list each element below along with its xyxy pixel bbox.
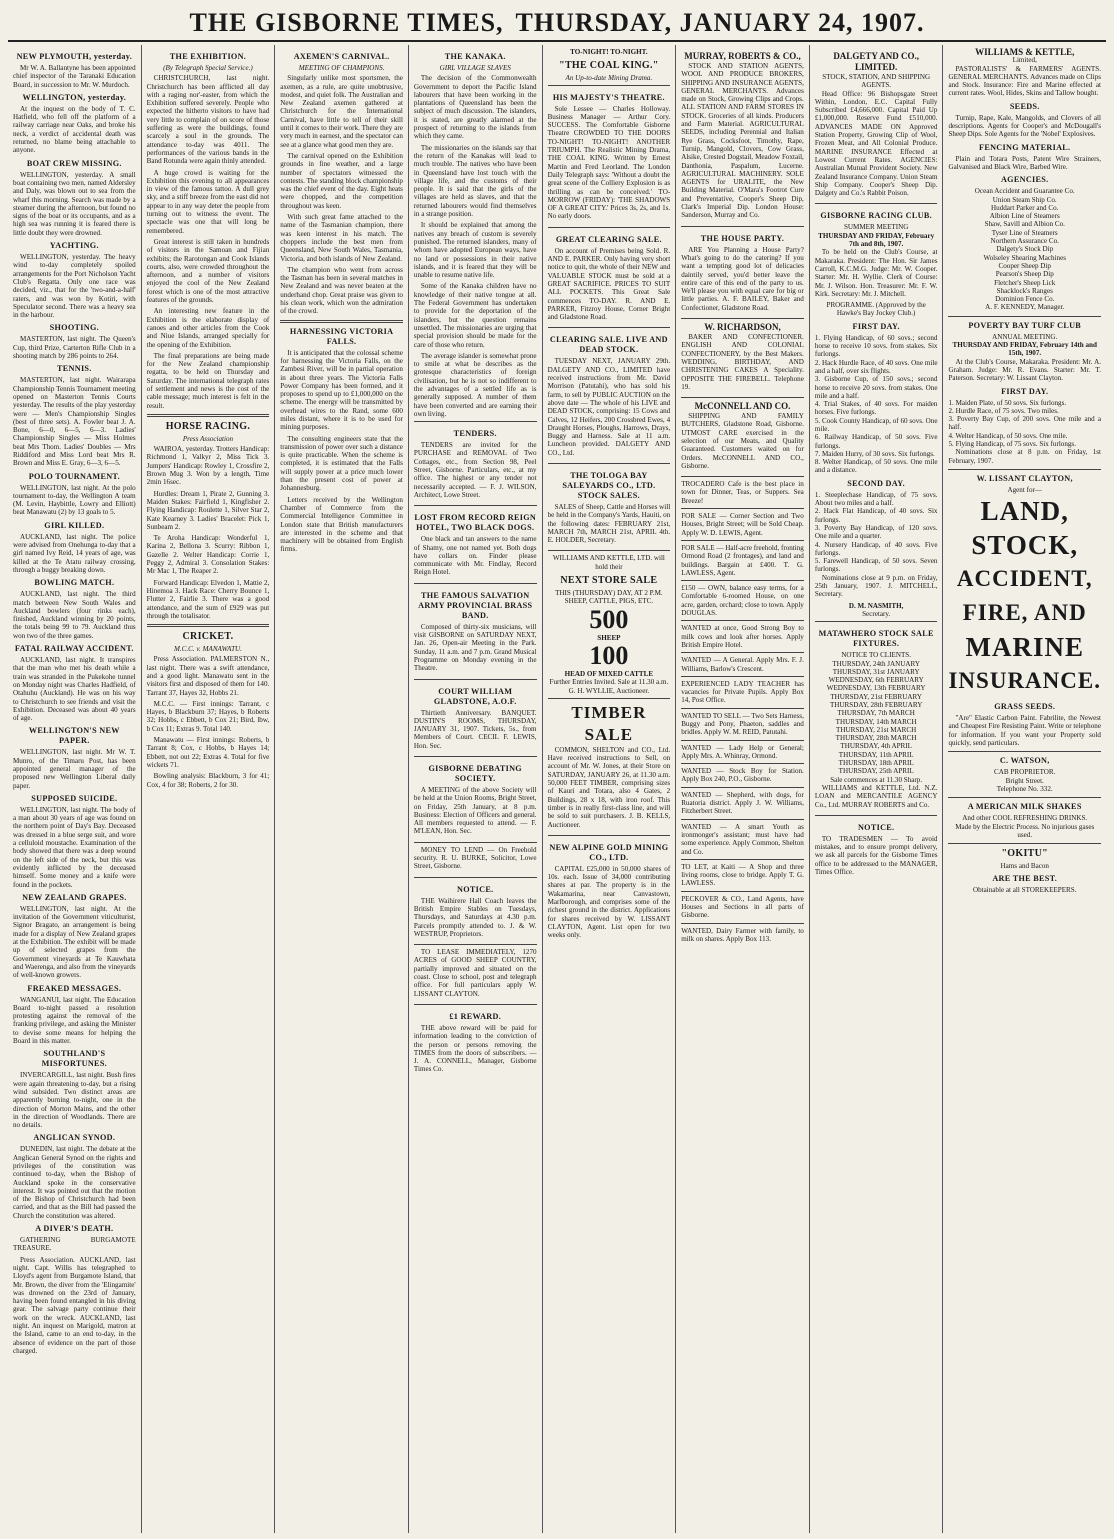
agency-item: Union Steam Ship Co. [992,195,1057,204]
show-top: TO-NIGHT! TO-NIGHT. [570,48,648,56]
race-item: 3. Poverty Bay Cup, of 200 sovs. One mile and a half. [948,415,1101,432]
matawhero-heading: MATAWHERO STOCK SALE FIXTURES. [818,629,934,649]
race-item: 2. Hurdle Race, of 75 sovs. Two miles. [948,406,1059,415]
agency-item: Dalgety's Stock Dip [996,245,1054,254]
paper-title: THE GISBORNE TIMES, [189,8,504,37]
cricket-sub: M.C.C. v. MANAWATU. [173,645,242,654]
agency-item: Pearson's Sheep Dip [995,270,1054,279]
sale-date: THURSDAY, 24th JANUARY [832,659,921,668]
harness-para: Letters received by the Wellington Chamber of Commerce from the Commercial Intelligence Committee in London state that British manufacturers are interested in the scheme and that machinery will be obtained from English firms. [280,495,403,554]
sale-date: THURSDAY, 21st FEBRUARY [830,692,922,701]
news-paragraph: GATHERING BURGAMOTE TREASURE. [13,1236,136,1253]
shake-sub: And other COOL REFRESHING DRINKS. [962,814,1088,823]
sale-agents: WILLIAMS and KETTLE, Ltd. N.Z. LOAN and MERCANTILE AGENCY Co., Ltd. MURRAY ROBERTS and Co. [814,783,938,809]
reward-text: THE above reward will be paid for information leading to the conviction of the person or persons removing the TIMES from the doors of subscribers. — J. A. CONNELL, Manager, Gisborne Times Co. [413,1023,537,1074]
racing-para: Forward Handicap: Elvedon 1, Mattie 2, Hinemoa 3. Hack Race: Cherry Bounce 1, Flutter 2, Fairlie 3. There was a good attendance, and the sum of £929 was put through the totalisator. [146,578,270,620]
small-ad: WANTED — A smart Youth as ironmonger's assistant; must have had some experience. Apply Common, Shelton and Co. [681,819,804,859]
sale-date: WEDNESDAY, 6th FEBRUARY [828,676,924,685]
debating-text: A MEETING of the above Society will be held at the Union Rooms, Bright Street, on Friday, 25th January, at 8 p.m. Business: Election of Officers and general. All members requested to attend. — F. M'LEAN, Hon. Sec. [413,786,537,836]
matawhero-ad [815,621,938,815]
small-ad: WANTED at once, Good Strong Boy to milk cows and look after horses. Apply British Empire Hotel. [681,620,804,652]
race-item: 3. Gisborne Cup, of 150 sovs.; second horse to receive 20 sovs. from stakes. One mile and a half. [814,375,938,400]
reward-ad [414,1004,537,1080]
race-item: 4. Welter Handicap, of 50 sovs. One mile. [948,431,1068,440]
news-paragraph: Press Association. AUCKLAND, last night. Capt. Willis has telegraphed to Lloyd's agent from Burgamote Island, that Mr. Brown, the diver from the 'Elingamite' was drowned on the 23rd of January, having been found entangled in his diving gear. The salvage party continue their work on the wreck. AUCKLAND, last night. An inquest on Marigold, matron at the Island, came to an end to-day, in the absence of evidence on the part of those charged. [13,1255,136,1355]
racing-para: Te Aroha Handicap: Wonderful 1, Karina 2, Bellona 3. Scurry: Ribbon 1, Gazelle 2. Welter Handicap: Corrie 1, Peggy 2, Admiral 3. Consolation Stakes: Mr Mac 1, The Reaper 2. [146,534,270,576]
cricket-para: Manawatu — First innings: Roberts, b Tarrant 8; Cox, c Hobbs, b Hayes 14; Ebbett, not out 22; Extras 4. Total for five wickets 71. [146,736,270,769]
divider [948,751,1101,752]
agency-item: Albion Line of Steamers [989,212,1060,221]
racing-heading: HORSE RACING. [165,420,251,432]
timber-heading: TIMBER SALE [571,702,647,744]
carnival-heading: AXEMEN'S CARNIVAL. [293,52,390,61]
salvation-ad [414,583,537,679]
divider [948,797,1101,798]
race-item: 4. Trial Stakes, of 40 sovs. For maiden horses. Five furlongs. [814,400,938,417]
news-paragraph: AUCKLAND, last night. It transpires that the man who met his death while a train was stranded in the Pukekohe tunnel on Monday night was Charles Hadfield, of Otahuhu (Auckland). He was on his way to Christchurch to see friends and visit the Exhibition. Deceased was about 40 years of age. [13,656,136,723]
clayton-name: W. LISSANT CLAYTON, [976,473,1073,483]
mining-heading: NEW ALPINE GOLD MINING CO., LTD. [549,842,669,862]
notice-heading: NOTICE. [457,884,494,894]
lease-ad [414,944,537,1004]
court-text: Thirtieth Anniversary. BANQUET. DUSTIN'S ROOMS, THURSDAY, JANUARY 31, 1907. Tickets, 5s., from Members of Court. CECIL F. LEWIS, Hon. Sec. [413,708,537,750]
agency-item: Tyser Line of Steamers [991,228,1058,237]
mcconnell-text: SHIPPING AND FAMILY BUTCHERS, Gladstone Road, Gisborne. UTMOST CARE exercised in the selection of our Meats, and Quality Guaranteed. Customers waited on for Orders. McCONNELL AND CO., Gisborne. [681,412,804,470]
news-paragraph: MASTERTON, last night. Wairarapa Championship Tennis Tournament meeting opened on Masterton Tennis Courts yesterday. The results of the play yesterday were — Men's Championship Singles (best of three sets). A. Fowler beat J. A. Bone, 6—0, 6—5, 6—3. Ladies' Championship Singles — Miss Holmes beat Mrs Thom. Ladies' Doubles — Mrs Riddiford and Miss Lord beat Mrs R. Brown and Miss E. Gray, 6—3, 6—5. [13,376,136,468]
store-sale-ad [548,550,671,697]
news-heading: WELLINGTON'S NEW PAPER. [28,726,120,746]
salvation-text: Composed of thirty-six musicians, will visit GISBORNE on SATURDAY NEXT, Jan. 26, Open-air Meeting in the Park. Sunday, 11 a.m. and 7 p.m. Grand Musical Programme on Monday evening in the Theatre. [413,622,537,673]
news-paragraph: Mr W. A. Ballantyne has been appointed chief inspector of the Taranaki Education Board, in succession to Mr. W. Murdoch. [13,64,136,89]
clearing-ad [548,227,671,328]
exhibition-para: A huge crowd is waiting for the Exhibition this evening to all appearances in view of the famous tattoo. A dull grey sky, and a stiff breeze from the east did not appear to in any way deter the people from turning out to witness the event. The spectacle was one that will long be remembered. [146,168,270,235]
lost-ad [414,505,537,582]
richardson-ad [681,318,804,397]
news-heading: NEW ZEALAND GRAPES. [22,892,127,902]
salvation-heading: THE FAMOUS SALVATION ARMY PROVINCIAL BRASS BAND. [418,590,533,620]
tenders-text: TENDERS are invited for the PURCHASE and REMOVAL of Two Cottages, etc., from Section 98, Peel Street, Gisborne. Particulars, etc., at my office. The highest or any tender not necessarily accepted. — F. J. WILSON, Architect, Lowe Street. [413,441,537,499]
lease-text: TO LEASE IMMEDIATELY, 1270 ACRES of GOOD SHEEP COUNTRY, partially improved and situated on the coast. Close to school, post and telegraph office. For full particulars apply W. LISSANT CLAYTON. [413,948,537,998]
pb-firstday: FIRST DAY. [1001,386,1049,396]
sale-date: THURSDAY, 18th APRIL [838,759,914,768]
wk-ltd: Limited, [1012,56,1037,65]
column-3 [275,45,409,1533]
notice2-heading: NOTICE. [857,822,895,832]
agency-item: Shaw, Savill and Albion Co. [984,220,1065,229]
kanaka-para: The decision of the Commonwealth Government to deport the Pacific Island labourers that have been working in the plantations of Queensland has been the subject of much discussion. The islanders, it is stated, are greatly alarmed at the prospect of returning to the islands from which they came. [413,74,537,141]
sale-date: WEDNESDAY, 13th FEBRUARY [826,684,926,693]
sale-date: THURSDAY, 31st JANUARY [832,667,920,676]
news-heading: GIRL KILLED. [44,520,105,530]
seeds-heading: SEEDS. [1009,101,1040,111]
column-2 [142,45,276,1533]
clearing-heading: GREAT CLEARING SALE. [555,234,662,244]
news-paragraph: WELLINGTON, yesterday. A small boat containing two men, named Aldersley and Daly, was blown out to sea from the wharf this morning. Search was made by a steamer during the afternoon, but found no signs of the boat or its occupants, and as a high sea was running it is feared there is little doubt they were drowned. [13,170,136,237]
divider [147,414,270,417]
news-paragraph: WELLINGTON, last night. At the polo tournament to-day, the Wellington A team (M. Levin, Haybittle, Lowry and Elliott) beat Manawatu (2) by 13 goals to 5. [13,483,136,517]
news-heading: SOUTHLAND'S MISFORTUNES. [41,1049,108,1069]
grass-heading: GRASS SEEDS. [994,702,1056,712]
murray-ad [681,48,804,226]
small-ads [681,476,804,946]
small-ad: WANTED — Stock Boy for Station. Apply Box 240, P.O., Gisborne. [681,763,804,787]
exhibition-para: The final preparations are being made for the New Zealand championship regatta, to be held on Thursday and Saturday. The international telegraph rates of settlement and news is the cost of the cable message; much interest is felt in the result. [146,351,270,410]
further-text: Further Entries Invited. Sale at 11.30 a.m. G. H. WYLLIE, Auctioneer. [549,678,669,695]
racing-sub: Press Association [182,434,234,443]
okitu-sub: Hams and Bacon [1000,862,1049,871]
small-ad: WANTED TO SELL — Two Sets Harness, Buggy and Pony, Phaeton, saddles and bridles. Apply W. M. REID, Patutahi. [681,708,804,740]
murray-text: STOCK AND STATION AGENTS, WOOL AND PRODUCE BROKERS, SHIPPING AND INSURANCE AGENTS, GENERAL MERCHANTS. Advances made on Stock, Growing Clips and Crops. ALL STATION AND FARM STORES IN STOCK. Groceries of all kinds. Producers and Farm Material. AGRICULTURAL SEEDS, including Perennial and Italian Rye Grass, Cocksfoot, Timothy, Rape, Turnip, Mangold, Clovers, Cow Grass, Alsike, Crested Dogstail, Meadow Foxtail, Danthonia, Paspalum, Lucerne. AGRICULTURAL MACHINERY. SOLE AGENTS for URALITE, the New Building Material. O'Mara's Footrot Cure and Preventative, Cooper's Sheep Dip, Clark's Imperial Dip. London House: Sanderson, Murray and Co. [681,62,804,220]
dalgety-ad [815,48,938,203]
race-list [815,334,938,475]
exhibition-para: CHRISTCHURCH, last night. Christchurch has been afflicted all day with a raging nor'-easter, from which the Exhibition suffered severely. People who expected the hitherto visitors to have had very little to complain of on score of those suffering as were the buildings, found scarcely a soul in the grounds. The attendance to-day was 4011. The performances of the various bands in the Band Rotunda were again thinly attended. [146,74,270,166]
okitu-best: ARE THE BEST. [992,874,1058,884]
masthead [8,6,1106,42]
small-ad: FOR SALE — Half-acre freehold, fronting Ormond Road (2 frontages), and land and buildings. Bargain at £400. T. G. LAWLESS, Agent. [681,540,804,580]
kanaka-para: It should be explained that among the natives any breach of custom is severely punished. The returned islanders, many of whom have adopted European ways, have no land or possessions in their native islands, and it is feared that they will be unable to resume native life. [413,221,537,280]
pb-text: At the Club's Course, Makaraka. President: Mr. A. Graham. Judge: Mr. R. Evans. Starter: Mr. T. Paterson. Secretary: W. Lissant Clayton. [948,357,1101,383]
news-paragraph: AUCKLAND, last night. The police were advised from Onehunga to-day that a girl named Ivy Reid, 14 years of age, was killed at the Te Atatu railway crossing, through a buggy breaking down. [13,532,136,574]
big-insurance: INSURANCE. [948,668,1101,694]
race-item: 1. Steeplechase Handicap, of 75 sovs. About two miles and a half. [814,490,938,508]
shake-text: Made by the Electric Process. No injurious gases used. [955,822,1095,839]
agency-item: Dominion Fence Co. [995,295,1055,304]
news-heading: WELLINGTON, yesterday. [22,92,127,102]
tolaga-text: SALES of Sheep, Cattle and Horses will be held in the Company's Yards, Hauiti, on the following dates: FEBRUARY 21st, MARCH 7th, MARCH 21st, APRIL 4th. E. HOLDER, Secretary. [547,502,671,545]
divider [280,320,403,323]
smith-sub: Secretary. [862,609,891,618]
sale-date: THURSDAY, 21st MARCH [836,725,917,734]
murray-name: MURRAY, ROBERTS & CO., [684,51,801,61]
kanaka-para: The average islander is somewhat prone to smile at what he describes as the grotesque characteristics of foreign civilisation, but he is not so indifferent to the advantages of a settled life as is generally supposed. A number of them have been converted and are earning their own living. [413,351,537,418]
cattle-count: 100 [589,640,629,670]
grass-text: "Are" Elastic Carbon Paint. Fabrilite, the Newest and Cheapest Fire Resisting Paint. Write or telephone for information. If you want your Property sold quickly, send particulars. [948,714,1101,748]
theatre-text: Sole Lessee — Charles Holloway. Business Manager — Arthur Cory. SUCCESS. The Comfortable Gisborne Theatre CROWDED TO THE DOORS TO-NIGHT! TO-NIGHT! ANOTHER TRIUMPH. The Realistic Mining Drama, THE COAL KING. Written by Ernest Martin and Fred Leorland. The London Daily Telegraph says: 'Without a doubt the great scene of the Colliery Explosion is as thrilling as can be conceived.' TO-MORROW (FRIDAY): 'THE SHADOWS OF A GREAT CITY.' Prices 3s, 2s, and 1s. No early doors. [547,104,671,221]
racing-para: Hurdles: Dream 1, Pirate 2, Gunning 3. Maiden Stakes: Fairfield 1, Kingfisher 2. Flying Handicap: Roulette 1, Silver Star 2, Kate Kearney 3. Ladies' Bracelet: Pick 1, Sunbeam 2. [146,489,270,531]
news-paragraph: WELLINGTON, last night. The body of a man about 30 years of age was found on the northern point of Day's Bay. Deceased was dressed in a blue serge suit, and wore a celluloid moustache. Examination of the body showed that there was a deep wound on the left side of the neck, but this was evidently inflicted by the deceased himself. Some money and a knife were found in the pockets. [13,805,136,889]
race-item: 2. Hack Flat Handicap, of 40 sovs. Six furlongs. [814,507,938,524]
fencing-heading: FENCING MATERIAL. [979,142,1071,152]
debating-heading: GISBORNE DEBATING SOCIETY. [428,764,522,783]
harness-para: It is anticipated that the colossal scheme for harnessing the Victoria Falls, on the Zambesi River, will be in partial operation in about three years. The Victoria Falls Power Company has been formed, and it proposes to spend up to £1,000,000 on the scheme. The energy will be transmitted by overhead wires to the Rand, some 600 miles distant, where it is to be used for mining purposes. [280,348,403,432]
news-heading: SHOOTING. [49,323,99,333]
small-ad: EXPERIENCED LADY TEACHER has vacancies for Private Pupils. Apply Box 14, Post Office. [681,676,804,708]
column-4 [409,45,543,1533]
small-ad: FOR SALE — Corner Section and Two Houses, Bright Street; will be Sold Cheap. Apply W. D. LEWIS, Agent. [681,508,804,540]
lost-text: One black and tan answers to the name of Shamy, one not named yet. Both dogs have collars on. Finder please communicate with Mr. Findlay, Record Reign Hotel. [413,535,537,577]
house-text: ARE You Planning a House Party? What's going to do the catering? If you want a tempting good lot of delicacies daintily served, you'd better leave the entire care of this end of the party to us. We'll please you with equal care for big or little parties. A. F. BAILEY, Baker and Confectioner, Gladstone Road. [681,245,804,312]
lost-heading: LOST FROM RECORD REIGN HOTEL, TWO BLACK DOGS. [414,513,537,533]
exhibition-heading: THE EXHIBITION. [169,52,247,61]
sale-ad [548,327,671,463]
kanaka-para: Some of the Kanaka children have no knowledge of their native tongue at all. The Federal Government has undertaken to provide for the deportation of the islanders, but the question remains unsettled. The missionaries are urging that special provision should be made for the care of those who return. [413,282,537,349]
house-heading: THE HOUSE PARTY. [700,233,785,243]
news-heading: ANGLICAN SYNOD. [33,1133,116,1143]
news-heading: POLO TOURNAMENT. [28,471,120,481]
big-stock: STOCK, [971,530,1079,561]
dalgety-sub: STOCK, STATION, AND SHIPPING AGENTS. [822,73,931,90]
carnival-para: With such great fame attached to the name of the Tasmanian champion, there was keen interest in his match. The choppers include the best men from Queensland, New South Wales, Tasmania, Victoria, and both islands of New Zealand. [280,213,403,263]
cricket-para: Bowling analysis: Blackburn, 3 for 41; Cox, 4 for 38; Roberts, 2 for 30. [146,772,270,789]
mcconnell-ad [681,397,804,476]
second-day: SECOND DAY. [847,478,906,488]
small-ad: TO LET, at Kaiti — A Shop and three living rooms, close to bridge. Apply T. G. LAWLESS. [681,859,804,891]
harness-heading: HARNESSING VICTORIA FALLS. [289,326,394,346]
agency-item: Ocean Accident and Guarantee Co. [974,187,1075,196]
wk-line: WILLIAMS AND KETTLE, LTD. will hold their [552,554,665,571]
carnival-para: The carnival opened on the Exhibition grounds in fine weather, and a large number of spectators witnessed the contests. The standing block championship was the chief event of the day. Eight heats were chopped, and the competition throughout was keen. [280,151,403,210]
smith-name: D. M. NASMITH, [848,601,904,610]
small-ad: TROCADERO Cafe is the best place in town for Dinner, Teas, or Suppers. Sea Breeze! [681,476,804,508]
race-item: 5. Flying Handicap, of 75 sovs. Six furlongs. [948,439,1076,448]
racing-club-text: To be held on the Club's Course, at Makaraka. President: The Hon. Sir James Carroll, K.C.M.G. Judge: Mr. W. Cooper. Starter: Mr. H. Wyllie. Clerk of Course: Mr. J. Wilson. Hon. Treasurer: Mr. F. W. Kirk. Secretary: Mr. J. Mitchell. [814,248,938,298]
racing-club-sub: SUMMER MEETING [843,223,909,232]
shake-heading: A MERICAN MILK SHAKES [967,802,1082,812]
dalgety-text: Head Office: 96 Bishopsgate Street Within, London, E.C. Capital Fully Subscribed £4,666,000. Capital Paid Up £1,000,000. Reserve Fund £510,000. ADVANCES MADE ON Approved Station Property, Growing Clip of Wool, Frozen Meat, and All Colonial Produce. MARINE INSURANCE Effected at Lowest Current Rates. AGENCIES: Australian Mutual Provident Society. New Zealand Insurance Company. Union Steam Ship Company. Cooper's Sheep Dip. Dalgety and Co.'s Rabbit Poison. [814,89,938,198]
sale-date: THURSDAY, 28th FEBRUARY [829,701,923,709]
race-item: 6. Railway Handicap, of 50 sovs. Five furlongs. [814,433,938,450]
divider [948,316,1101,317]
race-item: 5. Farewell Handicap, of 50 sovs. Seven furlongs. [814,557,938,574]
race-item: 5. Cook County Handicap, of 60 sovs. One mile. [814,416,938,433]
sale-date: THURSDAY, 28th MARCH [835,734,917,743]
seeds-text: Turnip, Rape, Kale, Mangolds, and Clovers of all descriptions. Agents for Cooper's and McDougall's Sheep Dips. Sole Agents for the 'Nobel' Explosives. [948,113,1101,139]
sale-date: THURSDAY, 11th APRIL [838,750,914,759]
race-item: 1. Maiden Plate, of 50 sovs. Six furlongs. [948,398,1067,407]
race-item: 8. Welter Handicap, of 50 sovs. One mile and a distance. [814,458,938,475]
agency-item: Wolseley Shearing Machines [983,253,1067,262]
dalgety-name: DALGETY AND CO., LIMITED. [833,51,919,72]
news-heading: TENNIS. [57,364,92,374]
notice2-ad [815,815,938,882]
agencies-heading: AGENCIES. [1000,175,1049,185]
programme: PROGRAMME. (Approved by the Hawke's Bay Jockey Club.) [826,301,926,318]
carnival-para: The champion who went from across the Tasman has been in several matches in New Zealand and was never beaten at the underhand chop. Great praise was given to his clean work, which won the admiration of the crowd. [280,265,403,316]
race-list [815,491,938,574]
okitu-heading: "OKITU" [1001,848,1048,860]
mcconnell-name: McCONNELL AND CO. [694,401,791,412]
sheep-label: SHEEP [597,633,621,642]
news-paragraph: WELLINGTON, last night. At the invitation of the Government viticulturist, Signor Bragato, an arrangement is being made for a display of New Zealand grapes at the Exhibition. The exhibit will be made up of selected grapes from the Government vineyards at Te Kauwhata and Waerenga, and also from the vineyards of well-known growers. [13,904,136,980]
sheep-count: 500 [589,604,629,634]
news-paragraph: DUNEDIN, last night. The debate at the Anglican General Synod on the rights and privileges of the constitution was continued to-day, when the Bishop of Auckland spoke in the conservative interest. It was pointed out that the motion of the Bishop of Christchurch had been carried, and that as the Bill had passed the Church the constitution was altered. [13,1145,136,1220]
big-fire: FIRE, AND [962,600,1087,626]
divider [147,624,270,627]
news-heading: SUPPOSED SUICIDE. [31,793,118,803]
news-paragraph: AUCKLAND, last night. The third match between New South Wales and Auckland bowlers (four rinks each), finished, Auckland winning by 20 points, the totals being 99 to 79. Auckland thus won two of the three games. [13,590,136,640]
first-day: FIRST DAY. [852,321,900,331]
agency-item: Northern Assurance Co. [990,237,1059,246]
notice-text: THE Waihirere Hall Coach leaves the British Empire Stables on Tuesdays, Thursdays, and Saturdays at 4.30 p.m. Parcels promptly attended to. J. & W. WESTRUP, Proprietors. [413,896,537,938]
okitu-store: Obtainable at all STOREKEEPERS. [972,886,1077,895]
small-ad: £150 — OWN, balance easy terms, for a Comfortable 6-roomed House, on one acre, garden, orchard; close to town. Apply DOUGLAS. [681,580,804,620]
news-paragraph: WELLINGTON, yesterday. The heavy wind to-day completely spoiled arrangements for the Port Nicholson Yacht Club's Regatta. Only one race was decided, viz., that for the 'two-and-a-half' raters, and was won by Kotiri, with Speculator second. There was a heavy sea in the harbour. [13,253,136,320]
kanaka-sub: GIRL VILLAGE SLAVES [439,64,511,72]
small-ad: WANTED, Dairy Farmer with family, to milk on shares. Apply Box 113. [681,923,804,947]
agency-item: Cooper Sheep Dip [998,261,1051,270]
news-paragraph: At the inquest on the body of T. C. Hatfield, who fell off the platform of a railway carriage near Oaks, and broke his neck, a verdict of accidental death was returned, no blame being attachable to anyone. [13,104,136,155]
racing-club-heading: GISBORNE RACING CLUB. [820,211,932,221]
notice2-text: TO TRADESMEN — To avoid mistakes, and to ensure prompt delivery, we ask all parcels for the Gisborne Times office to be addressed to the MANAGER, Times Office. [814,834,938,877]
fencing-text: Plain and Totara Posts, Patent Wire Strainers, Galvanised and Black Wire, Barbed Wire. [948,154,1101,171]
pb-close: Nominations close at 8 p.m. on Friday, 1st February, 1907. [948,448,1101,465]
sale-date: THURSDAY, 25th APRIL [838,767,914,776]
clearing-text: On account of Premises being Sold. R. AND E. PARKER. Only having very short notice to quit, the whole of their NEW and VALUABLE STOCK must be sold at a GREAT SACRIFICE. PRICES TO SUIT ALL POCKETS. This Great Sale commences TO-DAY. R. AND E. PARKER, Fitzroy House, Corner Bright and Gladstone Road. [547,246,671,322]
race-item: 7. Maiden Hurry, of 30 sovs. Six furlongs. [814,449,935,458]
wk-text: PASTORALISTS' & FARMERS' AGENTS. GENERAL MERCHANTS. Advances made on Clips and Stock. Insurance: Fire and Marine effected at current rates. Wool, Hides, Skins and Tallow bought. [948,64,1101,98]
money-text: MONEY TO LEND — On Freehold security. R. U. BURKE, Solicitor, Lowe Street, Gisborne. [413,845,537,871]
debating-ad [414,756,537,842]
race-item: 1. Flying Handicap, of 60 sovs.; second horse to receive 10 sovs. from stakes. Six furlongs. [814,333,938,359]
wk-name: WILLIAMS & KETTLE, [975,47,1075,57]
money-ad [414,842,537,877]
agency-item: Shacklock's Ranges [996,286,1053,295]
richardson-name: W. RICHARDSON, [704,322,781,333]
cricket-para: M.C.C. — First innings: Tarrant, c Hayes, b Blackburn 37; Hayes, b Roberts 32; Hobbs, c Ebbett, b Cox 21; Bird, lbw, b Cox 11; Extras 9. Total 140. [146,699,270,733]
richardson-text: BAKER AND CONFECTIONER. ENGLISH AND COLONIAL CONFECTIONERY, by the Best Makers. WEDDING, BIRTHDAY, AND CHRISTENING CAKES A Speciality. OPPOSITE THE FIREBELL. Telephone 19. [681,333,804,391]
watson-sub: CAB PROPRIETOR. [994,768,1056,777]
timber-text: COMMON, SHELTON and CO., Ltd. Have received instructions to Sell, on account of Mr. W. Jones, at their Store on SATURDAY, JANUARY 26, at 11.30 a.m. 50,000 FEET TIMBER, comprising sizes of Kauri and Totara, also 4 Gates, 2 Buildings, 28 x 18, with iron roof. This timber is in really first-class line, and will be sold to suit purchasers. J. B. KELLS, Auctioneer. [547,745,671,829]
court-heading: COURT WILLIAM GLADSTONE, A.O.F. [433,686,517,706]
cricket-para: Press Association. PALMERSTON N., last night. There was a swift attendance, and a good light. Manawatu sent in the visitors first and disposed of them for 140. Tarrant 37, Hayes 32, Hobbs 21. [146,655,270,697]
pb-dates: THURSDAY AND FRIDAY, February 14th and 15th, 1907. [952,341,1097,358]
tenders-ad [414,421,537,505]
big-land: LAND, [980,496,1069,527]
watson-addr: Bright Street. [1005,776,1044,785]
small-ad: PECKOVER & CO., Land Agents, have Houses and Sections in all parts of Gisborne. [681,891,804,923]
theatre-ad [548,85,671,227]
race-item: 3. Poverty Bay Handicap, of 120 sovs. One mile and a quarter. [814,523,938,541]
court-ad [414,679,537,756]
sale-heading: CLEARING SALE. LIVE AND DEAD STOCK. [549,335,668,355]
sale-time: Sale commences at 11.30 Sharp. [830,775,923,784]
news-heading: YACHTING. [49,241,99,251]
sale-date: THURSDAY, 14th MARCH [835,717,917,726]
agent-for: Agent for— [1007,485,1042,494]
column-6 [676,45,810,1533]
agency-item: Huddart Parker and Co. [991,203,1059,212]
news-heading: A DIVER'S DEATH. [35,1224,114,1234]
timber-ad [548,698,671,835]
column-7 [810,45,944,1533]
race-item: 4. Nursery Handicap, of 40 sovs. Five furlongs. [814,540,938,557]
news-heading: FATAL RAILWAY ACCIDENT. [14,644,134,654]
store-text: THIS (THURSDAY) DAY, AT 2 P.M. SHEEP, CATTLE, PIGS, ETC. [555,589,663,606]
kanaka-heading: THE KANAKA. [444,52,506,61]
news-heading: BOAT CREW MISSING. [26,158,122,168]
notice-ad [414,877,537,944]
small-ad: WANTED — Lady Help or General; Apply Mrs. A. Whinray, Ormond. [681,740,804,764]
exhibition-para: An interesting new feature in the Exhibition is the elaborate display of canoes and other articles from the Cook and Niue Islands, arranged specially for the opening of the Exhibition. [146,307,270,349]
race-list [948,399,1101,449]
sale-date: THURSDAY, 4th APRIL [840,742,912,751]
watson-name: C. WATSON, [999,756,1050,766]
exhibition-sub: (By Telegraph Special Service.) [163,64,253,72]
notice-small: NOTICE TO CLIENTS. [841,651,911,660]
kanaka-para: The missionaries on the islands say that the return of the Kanakas will lead to much trouble. The natives who have been in Queensland have lost touch with the village life, and the customs of their people. It is said that the girls of the villages are held as slaves, and that the returned labourers would find themselves in a strange position. [413,143,537,219]
pb-sub: ANNUAL MEETING. [992,332,1058,341]
harness-para: The consulting engineers state that the transmission of power over such a distance is quite practicable. When the scheme is completed, it is estimated that the Falls will supply power at a price much lower than the present cost of power at Johannesburg. [280,434,403,493]
watson-tel: Telephone No. 332. [996,784,1053,793]
sale-text: TUESDAY NEXT, JANUARY 29th. DALGETY AND CO., LIMITED have received instructions from Mr. David Morrison (Patutahi), who has sold his farm, to sell by PUBLIC AUCTION on the above date — The whole of his LIVE and DEAD STOCK, comprising: 15 Cows and Calves, 12 Heifers, 200 Crossbred Ewes, 4 Draught Horses, Ploughs, Harrows, Drays, Buggy and Harness. Sale at 11 a.m. Luncheon provided. DALGETY AND CO., Ltd. [547,357,671,457]
column-8 [943,45,1106,1533]
column-1 [8,45,142,1533]
tenders-heading: TENDERS. [453,429,497,439]
race-item: 2. Hack Hurdle Race, of 40 sovs. One mile and a half, over six flights. [814,358,938,375]
news-paragraph: INVERCARGILL, last night. Bush fires were again threatening to-day, but a rising wind subsided. Two distinct areas are apparently burning to-night, one in the direction of Morton Mains, and the other in the direction of Woodlands. There are no details. [13,1071,136,1130]
divider [948,843,1101,844]
news-heading: BOWLING MATCH. [34,578,115,588]
cattle-label: HEAD OF MIXED CATTLE [564,669,654,678]
agency-item: Fletcher's Sheep Lick [994,278,1056,287]
big-accident: ACCIDENT, [956,566,1093,592]
paper-date: THURSDAY, JANUARY 24, 1907. [515,8,925,37]
news-heading: NEW PLYMOUTH, yesterday. [16,52,133,61]
mining-ad [548,835,671,946]
tolaga-ad [548,463,671,550]
column-5 [543,45,677,1533]
news-heading: FREAKED MESSAGES. [27,983,122,993]
small-ad: WANTED — Shepherd, with dogs, for Ruatoria district. Apply J. W. Williams, Fitzherbert Street. [681,787,804,819]
carnival-sub: MEETING OF CHAMPIONS. [298,64,385,72]
racing-club-ad [815,203,938,621]
news-paragraph: WELLINGTON, last night. Mr W. T. Munro, of the Timaru Post, has been appointed general manager of the proposed new Wellington Liberal daily paper. [13,748,136,790]
carnival-para: Singularly unlike most sportsmen, the axemen, as a rule, are quite unobtrusive, modest, and quiet folk. The Australian and New Zealand axemen gathered at Christchurch for the International Carnival, have little to tell of their skill until it comes to their work. There they are very much in earnest, and the spectator can see at a glance what good men they are. [280,74,403,149]
cricket-heading: CRICKET. [182,631,234,643]
columns [8,45,1106,1533]
racing-club-dates: THURSDAY AND FRIDAY, February 7th and 8th, 1907. [818,231,935,249]
show-title: "THE COAL KING." [559,60,659,72]
reward-heading: £1 REWARD. [449,1011,502,1021]
manager-line: A. F. KENNEDY, Manager. [985,303,1065,312]
agency-list [948,187,1101,303]
house-ad [681,226,804,318]
sale-date: THURSDAY, 7th MARCH [837,709,915,718]
news-paragraph: MASTERTON, last night. The Queen's Cup, third Prize, Carterton Rifle Club in a shooting match by 286 points to 264. [13,335,136,361]
nomination: Nominations close at 9 p.m. on Friday, 25th January, 1907. J. MITCHELL, Secretary. [814,573,938,599]
divider [948,469,1101,470]
tolaga-heading: THE TOLOGA BAY SALEYARDS CO., LTD. STOCK SALES. [562,470,656,500]
exhibition-para: Great interest is still taken in hundreds of visitors in the Samoan and Fijian exhibits; the Rarotongan and Cook Islands courts, also, were crowded throughout the afternoon, and a number of visitors enjoyed the cool of the New Zealand forest which is one of the most attractive features of the grounds. [146,237,270,305]
small-ad: WANTED — A General. Apply Mrs. F. J. Williams, Barlow's Crescent. [681,652,804,676]
pb-heading: POVERTY BAY TURF CLUB [968,320,1082,330]
news-paragraph: WANGANUI, last night. The Education Board to-night passed a resolution protesting against the removal of the franking privilege, and asking the Minister to devise some means for helping the Board in this matter. [13,995,136,1046]
date-list [815,660,938,776]
theatre-heading: HIS MAJESTY'S THEATRE. [552,92,665,102]
racing-para: WAIROA, yesterday. Trotters Handicap: Richmond 1, Valkyr 2, Miss Tick 3. Jumpers' Handicap: Rowley 1, Crossfire 2, Brown Mug 3. Won by a length, Time 2min 16sec. [146,445,270,487]
big-marine: MARINE [965,632,1084,663]
mining-text: CAPITAL £25,000 in 50,000 shares of 10s. each. Issue of 34,000 contributing shares at par. The property is in the Wakamarina, near Canvastown, Marlborough, and comprises some of the richest ground in the district. Applications for shares received by W. LISSANT CLAYTON, Agent. List open for two weeks only. [547,864,671,940]
show-line: An Up-to-date Mining Drama. [565,74,653,83]
next-store-sale: NEXT STORE SALE [560,575,658,587]
